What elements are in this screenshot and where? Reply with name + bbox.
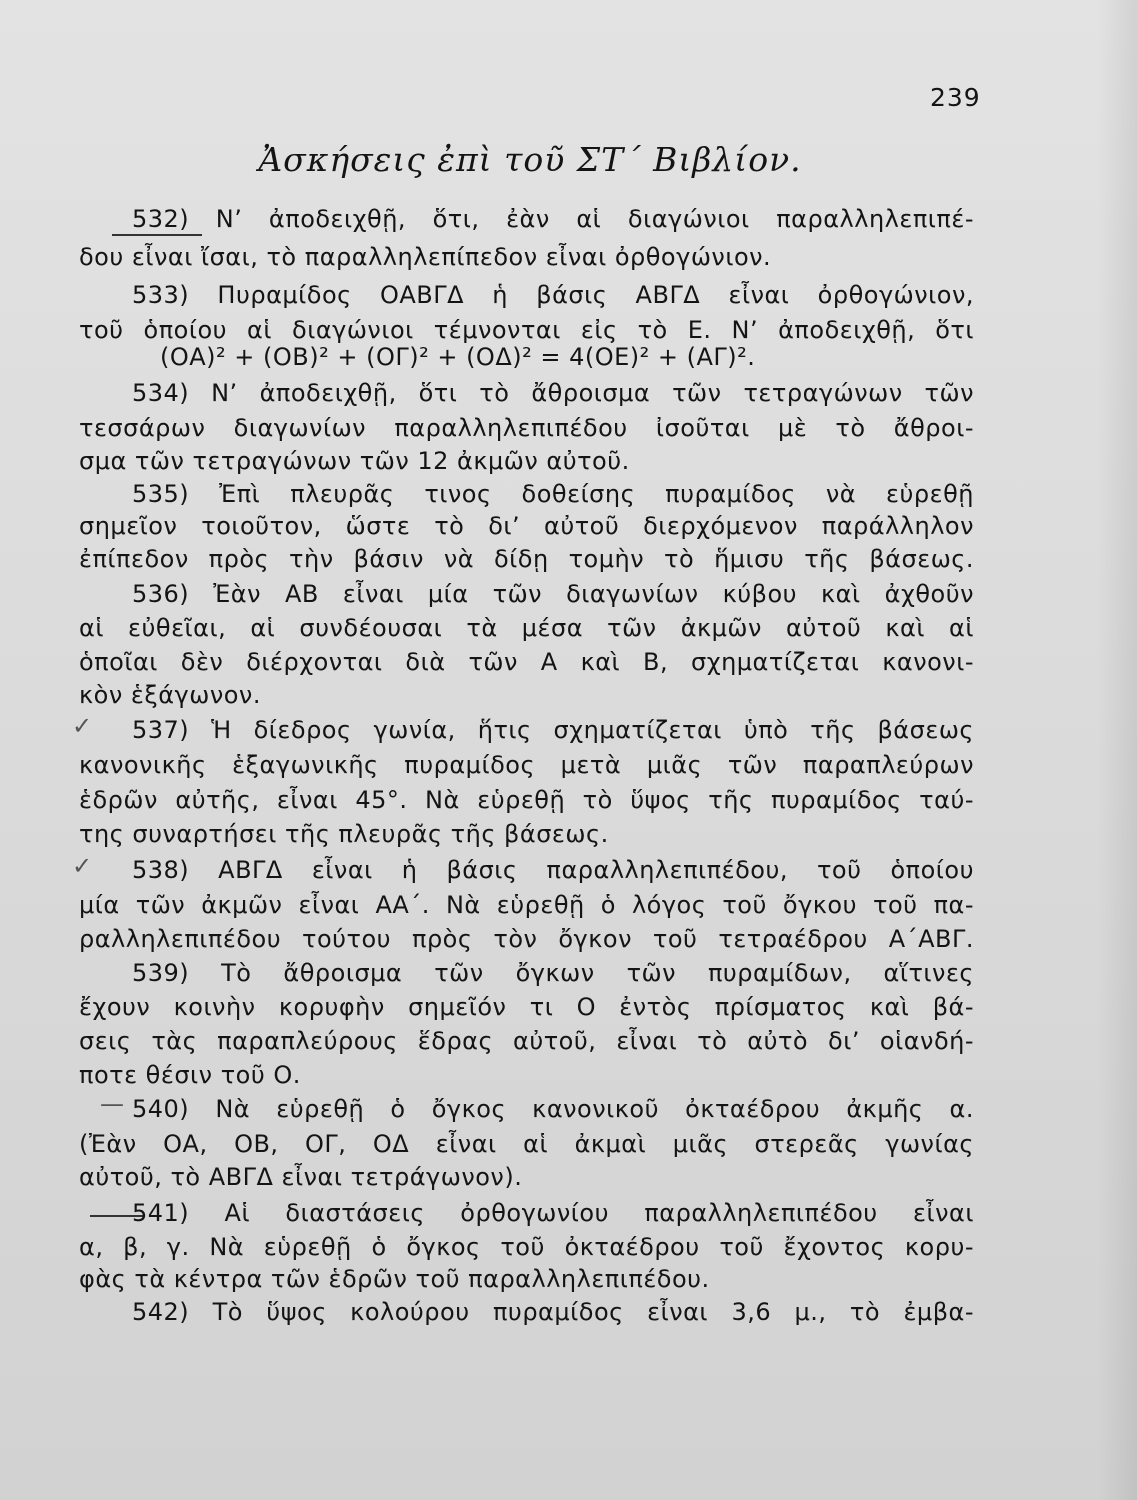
text-line: (Ἐὰν ΟΑ, ΟΒ, ΟΓ, ΟΔ εἶναι αἱ ἀκμαὶ μιᾶς στερεᾶς γωνίας: [79, 1130, 974, 1158]
text-line: 537) Ἡ δίεδρος γωνία, ἥτις σχηματίζεται ὑπὸ τῆς βάσεως: [132, 716, 974, 744]
pencil-underline: [112, 234, 202, 236]
text-line: 532) Ν’ ἀποδειχθῇ, ὅτι, ἐὰν αἱ διαγώνιοι παραλληλεπιπέ-: [132, 205, 974, 233]
text-line: τεσσάρων διαγωνίων παραλληλεπιπέδου ἰσοῦται μὲ τὸ ἄθροι-: [79, 414, 974, 442]
text-line: 535) Ἐπὶ πλευρᾶς τινος δοθείσης πυραμίδος νὰ εὑρεθῇ: [132, 480, 974, 508]
text-line: 538) ΑΒΓΔ εἶναι ἡ βάσις παραλληλεπιπέδου, τοῦ ὁποίου: [132, 856, 974, 884]
text-line: τοῦ ὁποίου αἱ διαγώνιοι τέμνονται εἰς τὸ Ε. Ν’ ἀποδειχθῇ, ὅτι: [79, 316, 974, 344]
text-line: αὐτοῦ, τὸ ΑΒΓΔ εἶναι τετράγωνον).: [79, 1163, 523, 1191]
text-line: ἑδρῶν αὐτῆς, εἶναι 45°. Νὰ εὑρεθῇ τὸ ὕψος τῆς πυραμίδος ταύ-: [79, 786, 974, 814]
text-line: 534) Ν’ ἀποδειχθῇ, ὅτι τὸ ἄθροισμα τῶν τετραγώνων τῶν: [132, 379, 974, 407]
text-line: κανονικῆς ἑξαγωνικῆς πυραμίδος μετὰ μιᾶς τῶν παραπλεύρων: [79, 751, 974, 779]
text-line: ὁποῖαι δὲν διέρχονται διὰ τῶν Α καὶ Β, σχηματίζεται κανονι-: [79, 648, 974, 676]
text-line: ραλληλεπιπέδου τούτου πρὸς τὸν ὄγκον τοῦ τετραέδρου Α΄ΑΒΓ.: [79, 925, 974, 953]
text-line: της συναρτήσει τῆς πλευρᾶς τῆς βάσεως.: [79, 820, 609, 848]
pencil-check-icon: ✓: [72, 712, 93, 740]
text-line: ἐπίπεδον πρὸς τὴν βάσιν νὰ δίδῃ τομὴν τὸ ἥμισυ τῆς βάσεως.: [79, 545, 974, 573]
text-line: σεις τὰς παραπλεύρους ἕδρας αὐτοῦ, εἶναι τὸ αὐτὸ δι’ οἱανδή-: [79, 1027, 974, 1055]
formula-line: (ΟΑ)² + (ΟΒ)² + (ΟΓ)² + (ΟΔ)² = 4(ΟΕ)² + (ΑΓ)².: [160, 343, 756, 371]
text-line: φὰς τὰ κέντρα τῶν ἑδρῶν τοῦ παραλληλεπιπέδου.: [79, 1265, 710, 1293]
text-line: 533) Πυραμίδος ΟΑΒΓΔ ἡ βάσις ΑΒΓΔ εἶναι ὀρθογώνιον,: [132, 281, 974, 309]
text-line: 542) Τὸ ὕψος κολούρου πυραμίδος εἶναι 3,6 μ., τὸ ἐμβα-: [132, 1298, 974, 1326]
text-line: δου εἶναι ἴσαι, τὸ παραλληλεπίπεδον εἶναι ὀρθογώνιον.: [79, 243, 772, 271]
text-line: αἱ εὐθεῖαι, αἱ συνδέουσαι τὰ μέσα τῶν ἀκμῶν αὐτοῦ καὶ αἱ: [79, 614, 974, 642]
text-line: 539) Τὸ ἄθροισμα τῶν ὄγκων τῶν πυραμίδων, αἵτινες: [132, 959, 974, 987]
pencil-check-icon: ✓: [72, 852, 93, 880]
text-line: κὸν ἑξάγωνον.: [79, 681, 261, 709]
text-line: σμα τῶν τετραγώνων τῶν 12 ἀκμῶν αὐτοῦ.: [79, 447, 630, 475]
text-line: ποτε θέσιν τοῦ Ο.: [79, 1061, 301, 1089]
text-line: μία τῶν ἀκμῶν εἶναι ΑΑ΄. Νὰ εὑρεθῇ ὁ λόγος τοῦ ὄγκου τοῦ πα-: [79, 891, 974, 919]
text-line: σημεῖον τοιοῦτον, ὥστε τὸ δι’ αὐτοῦ διερχόμενον παράλληλον: [79, 512, 974, 540]
text-line: 540) Νὰ εὑρεθῇ ὁ ὄγκος κανονικοῦ ὀκταέδρου ἀκμῆς α.: [132, 1095, 974, 1123]
page-edge-shadow: [1097, 0, 1137, 1500]
text-line: ἔχουν κοινὴν κορυφὴν σημεῖόν τι Ο ἐντὸς πρίσματος καὶ βά-: [79, 993, 974, 1021]
pencil-dash-mark: —: [100, 1090, 124, 1118]
text-line: α, β, γ. Νὰ εὑρεθῇ ὁ ὄγκος τοῦ ὀκταέδρου τοῦ ἔχοντος κορυ-: [79, 1233, 974, 1261]
section-heading: Ἀσκήσεις ἐπὶ τοῦ ΣΤ΄ Βιβλίον.: [258, 140, 802, 179]
text-line: 536) Ἐὰν ΑΒ εἶναι μία τῶν διαγωνίων κύβου καὶ ἀχθοῦν: [132, 580, 974, 608]
page-number: 239: [930, 83, 981, 112]
text-line: 541) Αἱ διαστάσεις ὀρθογωνίου παραλληλεπιπέδου εἶναι: [132, 1199, 974, 1227]
